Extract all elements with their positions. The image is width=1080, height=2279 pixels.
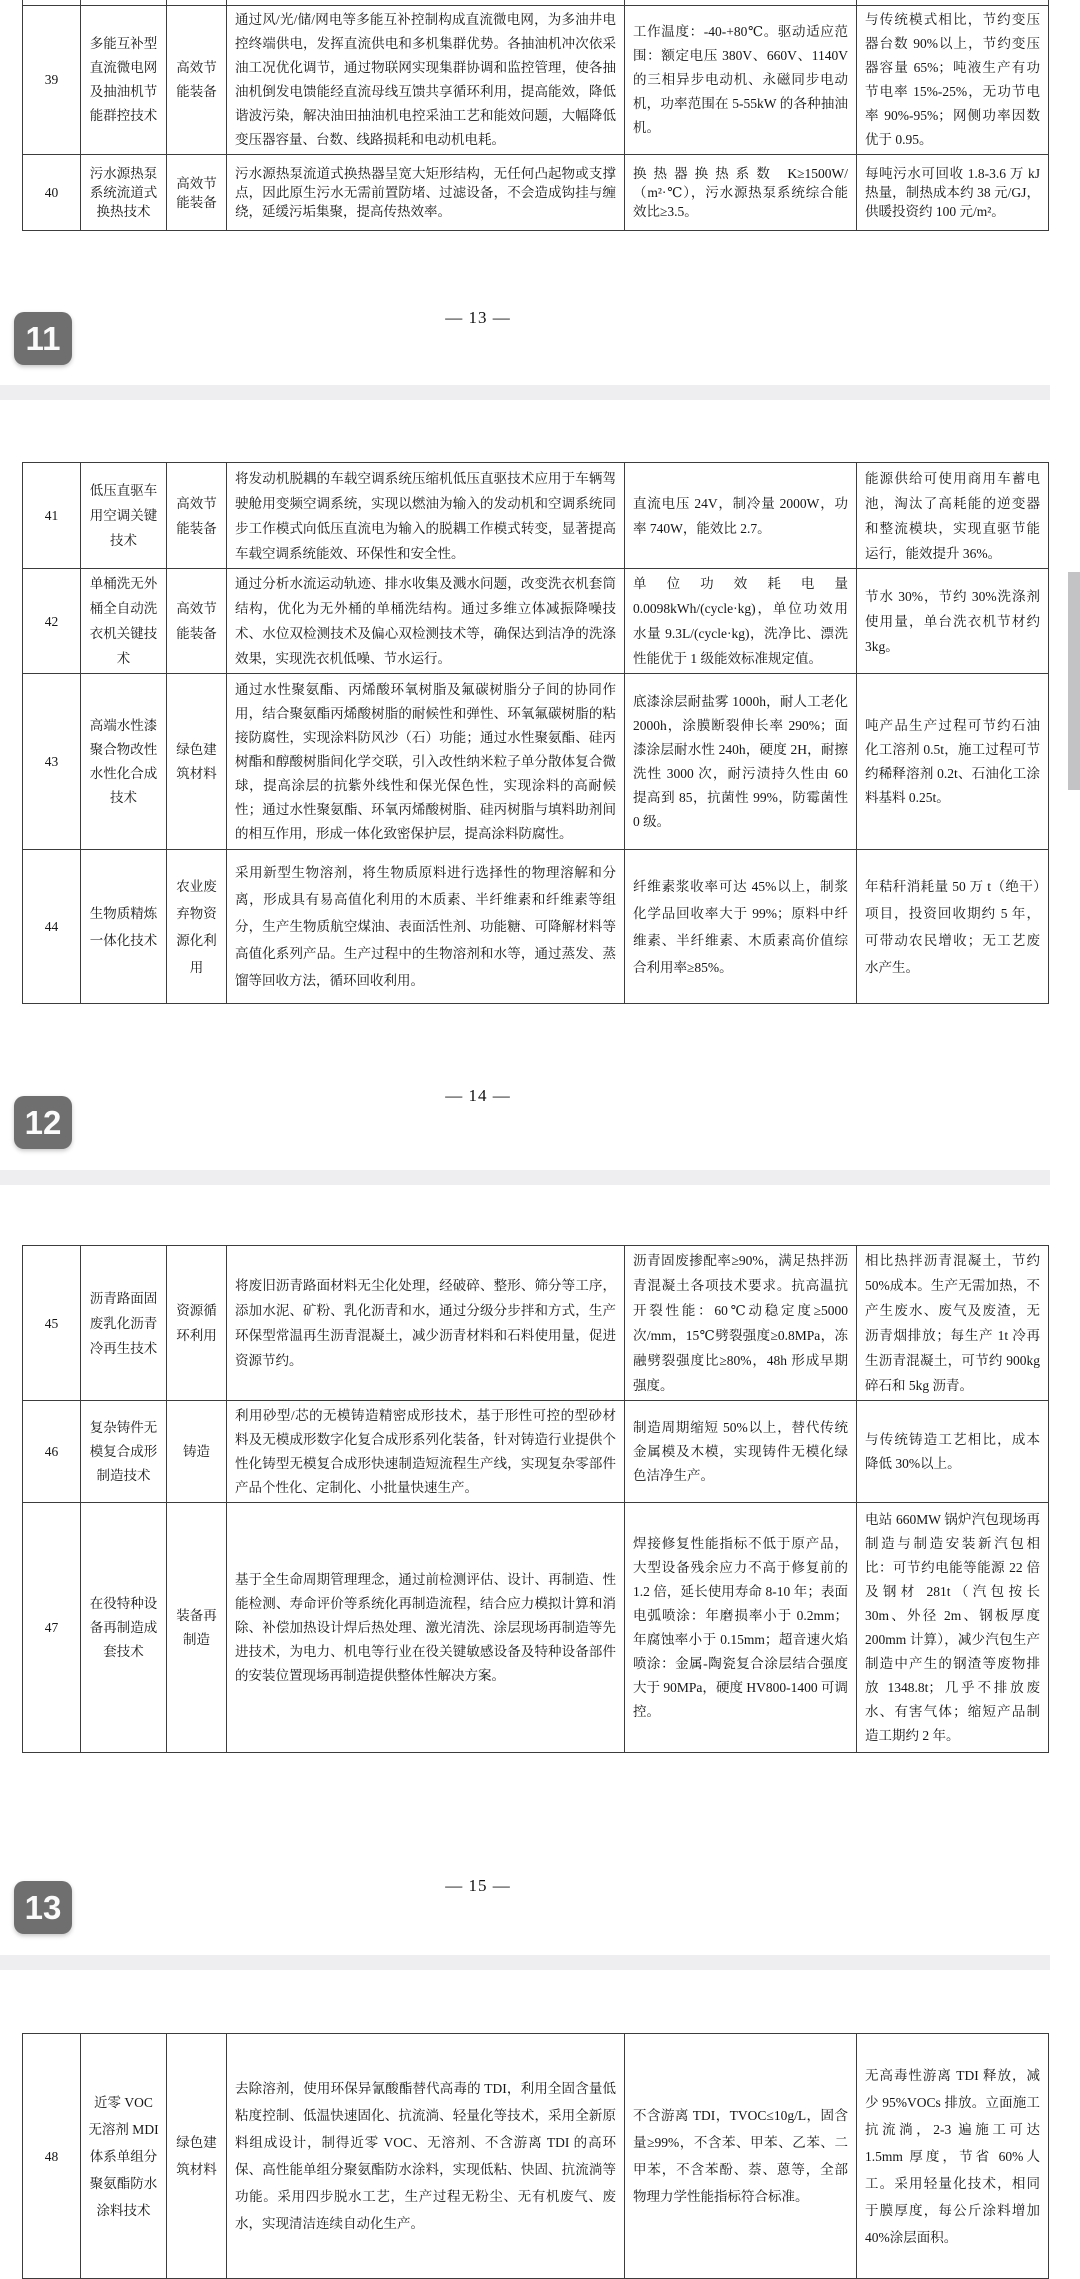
- cell-indicators: 单位功效耗电量 0.0098kWh/(cycle·kg)，单位功效用水量 9.3L/(cycle·kg)，洗净比、漂洗性能优于 1 级能效标准规定值。: [625, 569, 857, 674]
- table-row-45: [23, 1246, 1049, 1401]
- cell-no: 40: [23, 155, 81, 231]
- cell-no: 41: [23, 463, 81, 569]
- table-row-43: [23, 674, 1049, 850]
- cell-benefits: 无高毒性游离 TDI 释放，减少 95%VOCs 排放。立面施工抗流淌，2-3 遍施工可达 1.5mm 厚度，节省 60%人工。采用轻量化技术，相同于膜厚度，每公斤涂料增加 40%涂层面积。: [857, 2034, 1049, 2279]
- cell-category: 装备再制造: [167, 1503, 227, 1753]
- page-number-13: — 13 —: [445, 308, 511, 327]
- cell-indicators: 不含游离 TDI，TVOC≤10g/L，固含量≥99%，不含苯、甲苯、乙苯、二甲苯，不含苯酚、萘、蒽等，全部物理力学性能指标符合标准。: [625, 2034, 857, 2279]
- cell-tech-name: 多能互补型直流微电网及抽油机节能群控技术: [81, 6, 167, 155]
- table-row-46: [23, 1401, 1049, 1503]
- cell-benefits: 相比热拌沥青混凝土，节约 50%成本。生产无需加热，不产生废水、废气及废渣，无沥青烟排放；每生产 1t 冷再生沥青混凝土，可节约 900kg 碎石和 5kg 沥青。: [857, 1246, 1049, 1401]
- cell-indicators: 纤维素浆收率可达 45%以上，制浆化学品回收率大于 99%；原料中纤维素、半纤维素、木质素高价值综合利用率≥85%。: [625, 850, 857, 1004]
- cell-no: 47: [23, 1503, 81, 1753]
- page-number-15: — 15 —: [445, 1876, 511, 1895]
- table-row-41: [23, 463, 1049, 569]
- page-gap: [0, 1170, 1050, 1185]
- cell-no: 48: [23, 2034, 81, 2279]
- page-gap: [0, 385, 1050, 400]
- tech-catalog-table-page16: [22, 2033, 1049, 2279]
- cell-category: 资源循环利用: [167, 1246, 227, 1401]
- table-row-48: [23, 2034, 1049, 2279]
- cell-benefits: 年秸秆消耗量 50 万 t（绝干）项目，投资回收期约 5 年，可带动农民增收；无工艺废水产生。: [857, 850, 1049, 1004]
- page-index-badge-13: 13: [14, 1881, 72, 1934]
- cell-tech-name: 高端水性漆聚合物改性水性化合成技术: [81, 674, 167, 850]
- cell-benefits: 吨产品生产过程可节约石油化工溶剂 0.5t，施工过程可节约稀释溶剂 0.2t、石油化工涂料基料 0.25t。: [857, 674, 1049, 850]
- cell-tech-name: 生物质精炼一体化技术: [81, 850, 167, 1004]
- cell-description: 将废旧沥青路面材料无尘化处理，经破碎、整形、筛分等工序，添加水泥、矿粉、乳化沥青和水，通过分级分步拌和方式，生产环保型常温再生沥青混凝土，减少沥青材料和石料使用量，促进资源节约。: [227, 1246, 625, 1401]
- cell-category: 高效节能装备: [167, 569, 227, 674]
- cell-description: 通过分析水流运动轨迹、排水收集及溅水问题，改变洗衣机套筒结构，优化为无外桶的单桶洗结构。通过多维立体减振降噪技术、水位双检测技术及偏心双检测技术等，确保达到洁净的洗涤效果，实现洗衣机低噪、节水运行。: [227, 569, 625, 674]
- table-row-47: [23, 1503, 1049, 1753]
- cell-benefits: 每吨污水可回收 1.8-3.6 万 kJ 热量，制热成本约 38 元/GJ，供暖投资约 100 元/m²。: [857, 155, 1049, 231]
- cell-benefits: 与传统铸造工艺相比，成本降低 30%以上。: [857, 1401, 1049, 1503]
- cell-indicators: 换热器换热系数 K≥1500W/（m²·℃），污水源热泵系统综合能效比≥3.5。: [625, 155, 857, 231]
- cell-category: 铸造: [167, 1401, 227, 1503]
- cell-no: 43: [23, 674, 81, 850]
- cell-description: 采用新型生物溶剂，将生物质原料进行选择性的物理溶解和分离，形成具有易高值化利用的木质素、半纤维素和纤维素等组分，生产生物质航空煤油、表面活性剂、功能糖、可降解材料等高值化系列产品。生产过程中的生物溶剂和水等，通过蒸发、蒸馏等回收方法，循环回收利用。: [227, 850, 625, 1004]
- cell-indicators: 底漆涂层耐盐雾 1000h，耐人工老化 2000h，涂膜断裂伸长率 290%；面漆涂层耐水性 240h，硬度 2H，耐擦洗性 3000 次，耐污渍持久性由 60 提高到 85，抗菌性 99%，防霉菌性 0 级。: [625, 674, 857, 850]
- cell-category: 农业废弃物资源化利用: [167, 850, 227, 1004]
- cell-description: 污水源热泵流道式换热器呈宽大矩形结构，无任何凸起物或支撑点，因此原生污水无需前置防堵、过滤设备，不会造成钩挂与缠绕，延缓污垢集聚，提高传热效率。: [227, 155, 625, 231]
- cell-tech-name: 低压直驱车用空调关键技术: [81, 463, 167, 569]
- page-number-14: — 14 —: [445, 1086, 511, 1105]
- scrollbar-thumb[interactable]: [1068, 572, 1080, 790]
- page-index-badge-11: 11: [14, 312, 72, 365]
- cell-description: 通过水性聚氨酯、丙烯酸环氧树脂及氟碳树脂分子间的协同作用，结合聚氨酯丙烯酸树脂的耐候性和弹性、环氧氟碳树脂的粘接防腐性，实现涂料防风沙（石）功能；通过水性聚氨酯、硅丙树酯和醇酸树脂间化学交联，引入改性纳米粒子单分散体复合微球，提高涂层的抗紫外线性和保光保色性，实现涂料的高耐候性；通过水性聚氨酯、环氧丙烯酸树脂、硅丙树脂与填料助剂间的相互作用，形成一体化致密保护层，提高涂料防腐性。: [227, 674, 625, 850]
- cell-benefits: 节水 30%，节约 30%洗涤剂使用量，单台洗衣机节材约 3kg。: [857, 569, 1049, 674]
- cell-no: 45: [23, 1246, 81, 1401]
- cell-benefits: 与传统模式相比，节约变压器台数 90%以上，节约变压器容量 65%；吨液生产有功节电率 15%-25%，无功节电率 90%-95%；网侧功率因数优于 0.95。: [857, 6, 1049, 155]
- cell-description: 将发动机脱耦的车载空调系统压缩机低压直驱技术应用于车辆驾驶舱用变频空调系统，实现以燃油为输入的发动机和空调系统同步工作模式向低压直流电为输入的脱耦工作模式转变，显著提高车载空调系统能效、环保性和安全性。: [227, 463, 625, 569]
- cell-category: 高效节能装备: [167, 155, 227, 231]
- cell-indicators: 直流电压 24V，制冷量 2000W，功率 740W，能效比 2.7。: [625, 463, 857, 569]
- cell-category: 绿色建筑材料: [167, 2034, 227, 2279]
- tech-catalog-table-page14: [22, 462, 1049, 1004]
- cell-category: 绿色建筑材料: [167, 674, 227, 850]
- cell-description: 去除溶剂，使用环保异氰酸酯替代高毒的 TDI，利用全固含量低粘度控制、低温快速固化、抗流淌、轻量化等技术，采用全新原料组成设计，制得近零 VOC、无溶剂、不含游离 TDI 的高环保、高性能单组分聚氨酯防水涂料，实现低粘、快固、抗流淌等功能。采用四步脱水工艺，生产过程无粉尘、无有机废气、废水，实现清洁连续自动化生产。: [227, 2034, 625, 2279]
- cell-no: 44: [23, 850, 81, 1004]
- table-row-39: [23, 6, 1049, 155]
- cell-indicators: 工作温度：-40-+80℃。驱动适应范围：额定电压 380V、660V、1140V 的三相异步电动机、永磁同步电动机，功率范围在 5-55kW 的各种抽油机。: [625, 6, 857, 155]
- cell-description: 基于全生命周期管理理念，通过前检测评估、设计、再制造、性能检测、寿命评价等系统化再制造流程，结合应力模拟计算和消除、补偿加热设计焊后热处理、激光清洗、涂层现场再制造等先进技术，为电力、机电等行业在役关键敏感设备及特种设备部件的安装位置现场再制造提供整体性解决方案。: [227, 1503, 625, 1753]
- cell-benefits: 电站 660MW 锅炉汽包现场再制造与制造安装新汽包相比：可节约电能等能源 22 倍及钢材 281t（汽包按长 30m、外径 2m、钢板厚度 200mm 计算），减少汽包生产制造中产生的钢渣等废物排放 1348.8t；几乎不排放废水、有害气体；缩短产品制造工期约 2 年。: [857, 1503, 1049, 1753]
- cell-description: 通过风/光/储/网电等多能互补控制构成直流微电网，为多油井电控终端供电，发挥直流供电和多机集群优势。各抽油机冲次依采油工况优化调节，通过物联网实现集群协调和监控管理，使各抽油机倒发电馈能经直流母线互馈共享循环利用，提高能效，降低谐波污染，解决油田抽油机电控采油工艺和能效问题，大幅降低变压器容量、台数、线路损耗和电动机电耗。: [227, 6, 625, 155]
- cell-tech-name: 沥青路面固废乳化沥青冷再生技术: [81, 1246, 167, 1401]
- cell-tech-name: 在役特种设备再制造成套技术: [81, 1503, 167, 1753]
- table-row-40: [23, 155, 1049, 231]
- cell-no: 46: [23, 1401, 81, 1503]
- cell-tech-name: 单桶洗无外桶全自动洗衣机关键技术: [81, 569, 167, 674]
- table-row-42: [23, 569, 1049, 674]
- cell-benefits: 能源供给可使用商用车蓄电池，淘汰了高耗能的逆变器和整流模块，实现直驱节能运行，能效提升 36%。: [857, 463, 1049, 569]
- cell-tech-name: 污水源热泵系统流道式换热技术: [81, 155, 167, 231]
- page-index-badge-12: 12: [14, 1096, 72, 1149]
- cell-indicators: 沥青固废掺配率≥90%，满足热拌沥青混凝土各项技术要求。抗高温抗开裂性能：60℃动稳定度≥5000 次/mm，15℃劈裂强度≥0.8MPa，冻融劈裂强度比≥80%，48h 形成早期强度。: [625, 1246, 857, 1401]
- cell-indicators: 制造周期缩短 50%以上，替代传统金属模及木模，实现铸件无模化绿色洁净生产。: [625, 1401, 857, 1503]
- cell-indicators: 焊接修复性能指标不低于原产品，大型设备残余应力不高于修复前的 1.2 倍，延长使用寿命 8-10 年；表面电弧喷涂：年磨损率小于 0.2mm；年腐蚀率小于 0.15mm；超音速火焰喷涂：金属-陶瓷复合涂层结合强度大于 90MPa，硬度 HV800-1400 可调控。: [625, 1503, 857, 1753]
- tech-catalog-table-page13: [22, 0, 1049, 231]
- cell-no: 42: [23, 569, 81, 674]
- page-gap: [0, 1955, 1050, 1970]
- cell-tech-name: 近零 VOC 无溶剂 MDI 体系单组分聚氨酯防水涂料技术: [81, 2034, 167, 2279]
- cell-no: 39: [23, 6, 81, 155]
- cell-tech-name: 复杂铸件无模复合成形制造技术: [81, 1401, 167, 1503]
- tech-catalog-table-page15: [22, 1245, 1049, 1753]
- cell-category: 高效节能装备: [167, 6, 227, 155]
- cell-description: 利用砂型/芯的无模铸造精密成形技术，基于形性可控的型砂材料及无模成形数字化复合成形系列化装备，针对铸造行业提供个性化铸型无模复合成形快速制造短流程生产线，实现复杂零部件产品个性化、定制化、小批量快速生产。: [227, 1401, 625, 1503]
- cell-category: 高效节能装备: [167, 463, 227, 569]
- table-row-44: [23, 850, 1049, 1004]
